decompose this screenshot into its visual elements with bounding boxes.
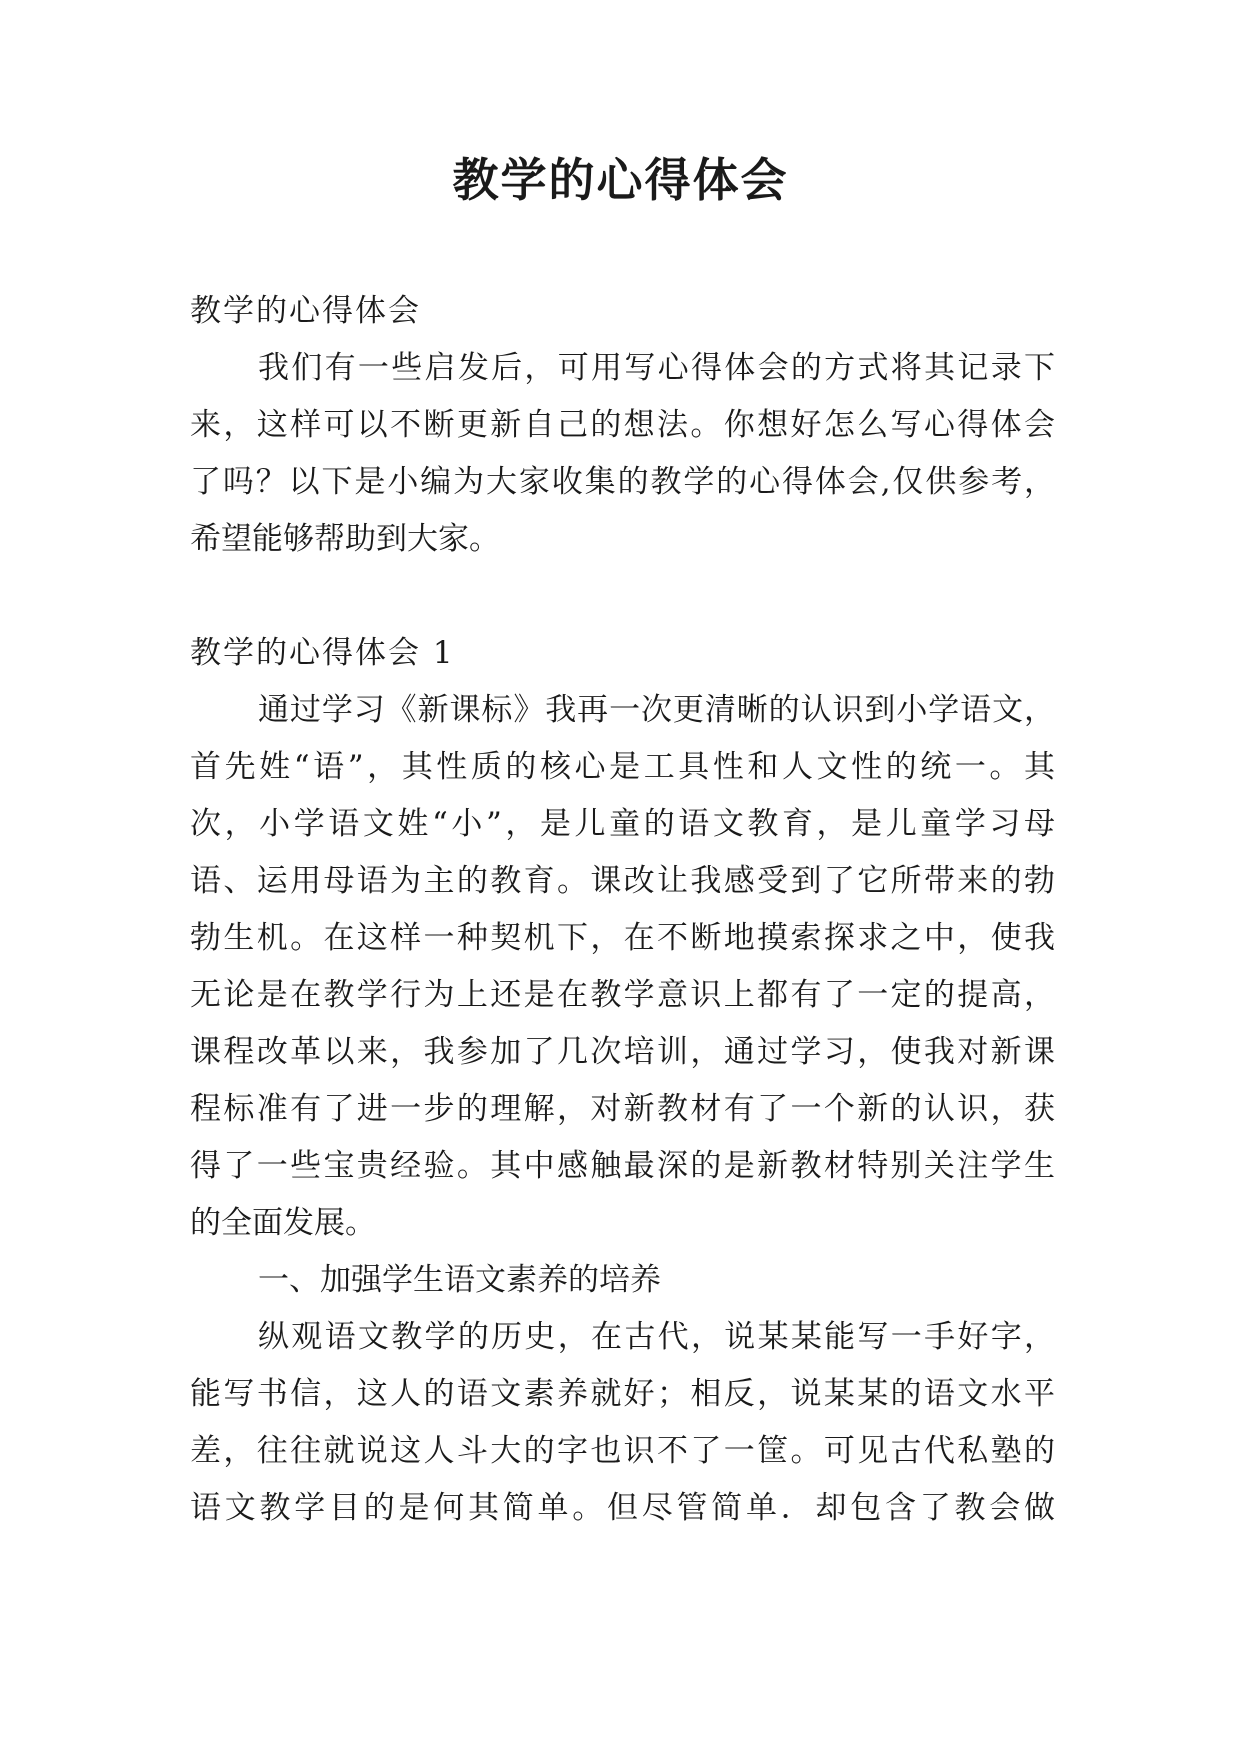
document-title: 教学的心得体会 (452, 153, 789, 207)
paragraph-line: 课程改革以来，我参加了几次培训，通过学习，使我对新课 (190, 1034, 1055, 1070)
paragraph-line: 无论是在教学行为上还是在教学意识上都有了一定的提高， (190, 977, 1055, 1013)
paragraph-line: 希望能够帮助到大家。 (190, 521, 500, 557)
paragraph-line: 差，往往就说这人斗大的字也识不了一筐。可见古代私塾的 (190, 1433, 1055, 1469)
paragraph-line: 次，小学语文姓“小”，是儿童的语文教育，是儿童学习母 (190, 806, 1055, 842)
paragraph-line: 通过学习《新课标》我再一次更清晰的认识到小学语文， (258, 692, 1055, 728)
document-body (190, 283, 1055, 1537)
paragraph-line: 得了一些宝贵经验。其中感触最深的是新教材特别关注学生 (190, 1148, 1055, 1184)
paragraph-line: 首先姓“语”，其性质的核心是工具性和人文性的统一。其 (190, 749, 1055, 785)
paragraph-line: 语、运用母语为主的教育。课改让我感受到了它所带来的勃 (190, 863, 1055, 899)
paragraph-line: 纵观语文教学的历史，在古代，说某某能写一手好字， (258, 1319, 1055, 1355)
paragraph-line: 来，这样可以不断更新自己的想法。你想好怎么写心得体会 (190, 407, 1055, 443)
paragraph-line: 能写书信，这人的语文素养就好；相反，说某某的语文水平 (190, 1376, 1055, 1412)
paragraph-line: 我们有一些启发后，可用写心得体会的方式将其记录下 (258, 350, 1055, 386)
paragraph-line: 的全面发展。 (190, 1205, 376, 1241)
section-heading: 教学的心得体会 1 (190, 635, 455, 671)
paragraph-line: 语文教学目的是何其简单。但尽管简单．却包含了教会做 (190, 1490, 1055, 1526)
paragraph-line: 勃生机。在这样一种契机下，在不断地摸索探求之中，使我 (190, 920, 1055, 956)
paragraph-line: 程标准有了进一步的理解，对新教材有了一个新的认识，获 (190, 1091, 1055, 1127)
intro-heading: 教学的心得体会 (190, 293, 421, 329)
paragraph-line: 了吗？以下是小编为大家收集的教学的心得体会,仅供参考， (190, 464, 1055, 500)
subheading: 一、加强学生语文素养的培养 (258, 1262, 661, 1298)
